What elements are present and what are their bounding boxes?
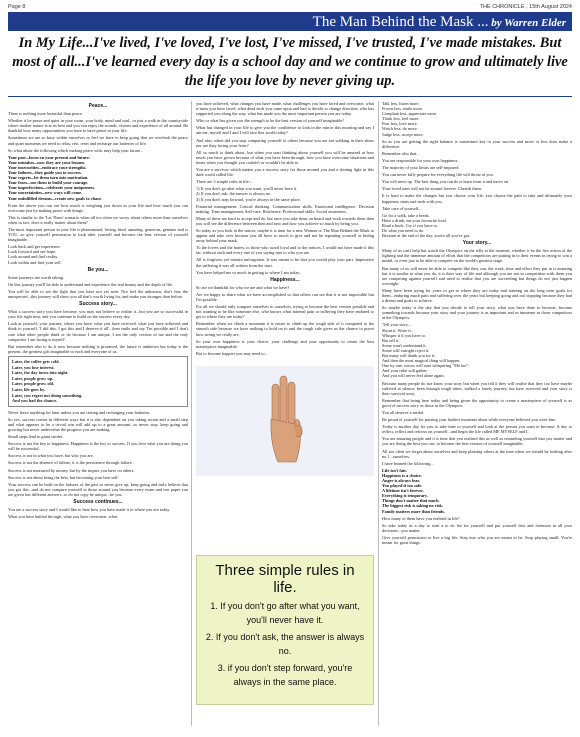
paragraph: Some journeys are worth taking.: [8, 274, 64, 280]
list-item: Everything is temporary.: [382, 493, 428, 499]
paragraph: Whether it be peace and quiet in your room, your body, mind and soul...or just a walk in the countryside where mother nature is at its best and you can enjoy the sounds, visions and experience of all around. Be thankful how many opportunities you have to have peace in your life.: [8, 118, 188, 134]
list: [382, 322, 572, 378]
paragraph: You are responsible for your own happiness.: [382, 157, 459, 163]
list-item: And your tribe will gather.: [382, 368, 428, 374]
paragraph: So take today as a day to start a to do list for yourself and put yourself first and foremost in all your decisions...you matter.: [382, 522, 572, 533]
list-item: Anger is always fear.: [382, 478, 420, 483]
paper-date: THE CHRONICLE , 15th August 2024: [479, 4, 572, 10]
list-item: Frown less, smile more.: [382, 106, 424, 112]
section-heading-peace: Peace...: [88, 103, 108, 109]
paragraph: All too often we forget about ourselves and keep pleasing others at the time when we should be looking after no.1...ourselves.: [382, 448, 572, 459]
paragraph: Today is another day for you to take time to yourself and look at the person you want to become. A day to reflect, reflect and refocus on yourself...and begin the life called ME MYSELF and I.: [382, 424, 572, 435]
list-item: Shout it. Write it.: [382, 327, 412, 333]
bold-list: [8, 155, 188, 201]
list-item: Look around and find reality.: [8, 254, 59, 260]
paragraph: Remember when we climb a mountain it is easier to climb up the rough side of it compared to the smooth side because we have nothing to hold on to and the rough side gives us the chance to prove how strong we really are.: [196, 321, 374, 337]
box-line: Later, the day turns into night.: [12, 370, 69, 376]
paragraph: Many have been trying for years to get to where they are today and training on the long term goals for them...enduring much pain and suffering over the years but keeping going and not stopping because they had a dream and goals to achieve.: [382, 287, 572, 304]
paragraph: you have achieved, what changes you have made, what challenges you have faced and overcome, what u-turns you have faced, what dead ends you came upon and had to decide to change direction, who has supported you along the way, what has made you the most important person you are today.: [196, 101, 374, 117]
paragraph: You are amazing people and it is time that you realised this as well as reminding yourself that you matter and you are doing the best you can, to become the best version of yourself imaginable.: [382, 436, 572, 447]
paragraph: Are we happy to share what we have accomplished so that others can see that it is not impossible but I'm possible.: [196, 291, 374, 302]
paragraph: And also, when did you stop comparing yourself to others because you are not walking in their shoes nor are they facing your fears?: [196, 137, 374, 148]
list-item: Look within and find your self.: [8, 259, 62, 265]
paragraph: To the lovers and the haters, to those who stood loyal and to the traitors, I would not have made it this far, without each and every one of you saying true to who you are.: [196, 245, 374, 256]
paragraph: There is nothing more beautiful than peace.: [8, 111, 83, 117]
box-line: And you had the chance.: [12, 398, 58, 404]
list: [196, 186, 374, 201]
paragraph: There are 3 simple rules in life...: [196, 179, 252, 185]
paragraph: You are a survivor which makes you a success story for those around you and a shining light in this dark world called life.: [196, 167, 374, 178]
section-heading-success: Success story...: [79, 301, 117, 308]
box-line: Later, people grow up.: [12, 375, 54, 381]
paragraph: You have helped me so much in getting to where I am today.: [196, 269, 301, 275]
divider: [8, 96, 572, 97]
paragraph: So your own happiness is your choice, your challenge and your opportunity to create the best masterpiece imaginable.: [196, 338, 374, 349]
list-item: Look back and get experience.: [8, 244, 61, 250]
paragraph: What a success story you have become, you may not believe or realise it...but you are so successful in your life right now, and you continue to build on the success every day.: [8, 309, 188, 320]
list-item: But many will thank you for it.: [382, 353, 436, 359]
paragraph: Give yourself permission to live a big life. Step into who you are meant to be. Stop playing small. You're meant for great things.: [382, 534, 572, 546]
paragraph: Be proud of yourself for passing your hardest moments alone while everyone believed you were fine.: [382, 417, 557, 423]
paragraph: But remember also to do it now because nothing is promised, the future is unknown but today is the present, the greatest gift imaginable to each and everyone of us.: [8, 343, 188, 354]
list-item: Fear less, love more.: [382, 121, 418, 127]
section-heading-your-story: Your story...: [462, 240, 492, 247]
page-number: Page 8: [8, 4, 26, 10]
paragraph: I have learned the following...: [382, 460, 434, 466]
list-item: Some won't understand it.: [382, 342, 427, 348]
paragraph: For all we should only compare ourselves to ourselves, trying to become the best version possible and not wanting to be like someone else, who knows what internal pain or suffering they have endured to get to where they are today?: [196, 304, 374, 320]
list-item: Go for a walk, take a break.: [382, 212, 430, 218]
paragraph: So are we thankful for who we are and what we have?: [196, 284, 290, 290]
paragraph: Success is not the key to happiness. Happiness is the key to success. If you love what you are doing you will be successful.: [8, 441, 188, 452]
list-item: Look forward and see hope.: [8, 249, 57, 255]
list-item: Think less, feel more.: [382, 116, 420, 122]
list-item: Your regrets...let them turn into motivation.: [8, 175, 89, 181]
box-line: Later, people grow old.: [12, 381, 55, 387]
list-item: And you will never feel alone again.: [382, 373, 445, 379]
paragraph: You will mess up. The best thing you can do is learn from it and move on.: [382, 179, 510, 185]
rule-item: 1. If you don't go after what you want, you'll never have it.: [210, 601, 360, 625]
rule-item: 2. If you don't ask, the answer is always no.: [205, 632, 365, 656]
paragraph: Never leave anything for later unless you are resting and recharging your batteries.: [8, 409, 151, 415]
list-item: The biggest risk is taking no risk.: [382, 503, 444, 509]
column-banner: [8, 12, 572, 31]
list-item: Your insecurities...embrace your strengths.: [8, 164, 87, 170]
paragraph: You all deserve a medal.: [382, 409, 425, 415]
byline: by Warren Elder: [488, 17, 566, 29]
section-heading-be-you: Be you...: [87, 266, 109, 273]
column-title: The Man Behind the Mask ...: [312, 14, 489, 30]
list-item: 3) If you don't step forward, you're always in the same place.: [196, 196, 301, 202]
paragraph: But to become happier you may need to...: [196, 350, 268, 356]
list-item: Your uncertainties...new ways will come.: [8, 190, 83, 196]
paragraph: Your success can be built on the failures of the past so never give up, keep going and truly believe that you got this...and do not compare yourself to those around you because every exam and test paper you are given has different answers, so do not copy be unique...be you.: [8, 481, 188, 497]
paragraph: The most important person in your life is phenomenal, loving, kind, amazing, generous, genuine and is YOU...so give yourself permission to look after yourself and become the best version of yourself imaginable.: [8, 226, 188, 243]
paragraph: Many of these are hard to accept and do, but once you take them on board and work towards them then you will see the difference between then and now and how you achieve so much by being you.: [196, 215, 374, 226]
paragraph: Many of us can't help but watch the Olympics on the telly at the moment, whether it be the live action of the fighting and the immense amount of effort that the competitors are putting in to their events in trying to win a medal, or even just to be able to compete on the world's greatest stage.: [382, 248, 572, 264]
list-item: Your past...focus on your present and future.: [8, 154, 90, 160]
paragraph: So what about the following which making peace with, may help your future...: [8, 147, 144, 153]
paragraph: It is hard to make the changes but you choose your life, you choose the path to take and ultimately your happiness starts and ends with you.: [382, 193, 572, 204]
paragraph: You can never fully prepare for everything life will throw at you.: [382, 172, 494, 178]
list-item: And then the most magical thing will happen.: [382, 358, 461, 364]
list-item: Life isn't fair.: [382, 467, 407, 473]
paragraph: What has changed in your life to give you the confidence to look in the mirror this morning and say I am me, myself and I and I will face this world today?: [196, 125, 374, 136]
list-item: Do what you need to do.: [382, 227, 425, 233]
paragraph: Remember that being here today and being given the opportunity to create a masterpiece of yourself is as good of success story as those in the Olympics.: [382, 397, 572, 408]
headline: In My Life...I've lived, I've loved, I've lost, I've missed, I've trusted, I've made mistakes. But most of all...I've learned every day is a school day and we continue to grow and ultimately live the life you love by never giving up.: [12, 35, 568, 89]
column-separator: [191, 101, 192, 726]
paragraph: How many of them have you realised in life?: [382, 515, 460, 521]
paragraph: You are a success story and I would like to hear how you have made it to where you are today.: [8, 507, 171, 513]
box-line: Later, you regret not doing something.: [12, 392, 83, 398]
later-box: [8, 356, 188, 407]
paragraph: All so much to think about, but when you start thinking about yourself you will be amazed at how much you have grown because of what you have been through, how you have overcome situations and times when you thought you couldn't or wouldn't be able to.: [196, 149, 374, 165]
paragraph: So yes, success comes in different ways but it is also dependent on you taking action and a small step and what appears to be a trivial win will add up to a great amount...so never stop, keep going and growing but never undervalue the progress you are making.: [8, 416, 188, 432]
paragraph: Success is not about being the best, but becoming your best self.: [8, 474, 119, 480]
paragraph: So as you are getting the right balance is sometimes key to your success and more or less does make a difference.: [382, 138, 572, 149]
column-1: [8, 101, 188, 731]
list: [382, 213, 572, 238]
section-heading-happiness: Happiness...: [270, 276, 300, 283]
box-line: Later, you lose interest.: [12, 364, 55, 370]
list: [8, 244, 188, 264]
list-item: Your mistakes...now they are your lessons.: [8, 159, 86, 165]
paragraph: On this journey you'll be able to understand and experience the real beauty and the depth of life.: [8, 281, 174, 287]
section-heading-success-continues: Success continues...: [73, 499, 123, 505]
paragraph: From the above you can see how much is weighing you down in your life and how much you can overcome just by making peace with things.: [8, 202, 188, 213]
list-item: Your imperfections...celebrate your uniqueness.: [8, 185, 96, 191]
paragraph: Your loved ones will not be around forever. Cherish them.: [382, 186, 482, 192]
paragraph: Who or what has given you the strength to be the best version of yourself imaginable?: [196, 118, 345, 124]
paragraph: Success is not in what you have, but who you are.: [8, 453, 94, 459]
list-item: A lifetime isn't forever.: [382, 488, 424, 494]
rule-item: 3. if you don't step forward, you're always in the same place.: [217, 663, 353, 687]
list-item: Family matters more than friends.: [382, 508, 446, 514]
paragraph: Sometimes we are so busy within ourselves or feel we have to keep going that we overlook the peace and quiet moments we need to relax, rest, reset and recharge our batteries of life.: [8, 135, 188, 146]
paragraph: Because many people do not know your story but when you tell it they will realise that they too have maybe suffered in silence, been through tough times, walked a lonely journey, but have survived and your story is their survival story.: [382, 380, 572, 396]
paragraph: Success is not the absence of failure, it is the persistence through failure.: [8, 460, 133, 466]
bold-list: [382, 468, 572, 514]
list-item: Watch less, do more.: [382, 126, 418, 132]
list-item: Talk less, listen more.: [382, 101, 420, 106]
paragraph: Small steps lead to giant strides.: [8, 434, 64, 440]
box-line: Later, life goes by.: [12, 386, 46, 392]
list-item: You played it too safe.: [382, 483, 423, 489]
list-item: Have a drink, eat your favourite food.: [382, 217, 447, 223]
list-item: 2) If you don't ask, the answer is always no.: [196, 191, 272, 197]
list-item: One by one, voices will start whispering "Me too".: [382, 363, 470, 369]
list-item: Your unfulfilled dreams...create new goals to chase.: [8, 195, 102, 201]
column-3: [382, 101, 572, 731]
paragraph: Success is not measured by money, but by the impact you have on others.: [8, 467, 135, 473]
paragraph: So maybe today is the day that you decide to tell your story, what you have done to become, become something towards because your story and your journey is as important and as immense as those competitors at the Olympics.: [382, 305, 572, 321]
column-2: [196, 101, 374, 551]
paragraph: Financial management. Critical thinking. Communication skills. Emotional intelligence. Decision making. Time management. Self-care. Resilience. Professional skills. Social awareness.: [196, 203, 374, 214]
list-item: Your failures...they guide you to success.: [8, 170, 82, 176]
paragraph: This is similar to the 'Let Them' scenario when all too often we worry about others more than ourselves when in fact, does it really matter about them?: [8, 214, 188, 225]
list-item: Read a book. Cry if you have to.: [382, 222, 438, 228]
list-item: 'Tell your story...: [382, 322, 411, 328]
paragraph: The majority of your limits are self-imposed.: [382, 165, 460, 171]
box-line: Later, the coffee gets cold.: [12, 358, 60, 364]
list-item: Happiness is a choice.: [382, 472, 422, 478]
list-item: Whisper it if you have to.: [382, 332, 426, 338]
list-item: But tell it.: [382, 337, 400, 343]
list-item: Your fears...use them to build your courage.: [8, 180, 89, 186]
paragraph: Take care of yourself...: [382, 205, 422, 211]
column-separator: [378, 101, 379, 726]
list-item: Judge less, accept more.: [382, 131, 424, 137]
three-rules-box: [196, 555, 374, 705]
paragraph: You will be able to see the light that you have not yet seen. Not feel the unknown, don't fear the unexpected...this journey will show you all that's worth living for, and make you stronger than before.: [8, 288, 188, 299]
paragraph: What you have battled through, what you have overcome, what: [8, 514, 117, 520]
rules-title: Three simple rules in life.: [215, 562, 355, 596]
three-fingers-hand-icon: [266, 374, 306, 469]
paragraph: So today as you look in the mirror, maybe it is time for a new Woman or The Man Behind the Mask to appear and take over because you all have so much to give and not be repeating yourself or hiding away behind your mask.: [196, 227, 374, 244]
paragraph: All is forgiven, yet remain unforgotten. It was meant to be that you would play your part. Imperative the suffering it was all written from the start.: [196, 257, 374, 268]
list-item: Things don't matter that much.: [382, 498, 440, 504]
list-item: Because at the end of the day, you're all you've got.: [382, 233, 471, 239]
list-item: Complain less, appreciate more.: [382, 111, 438, 117]
list: [382, 101, 572, 137]
list-item: Some will outright reject it.: [382, 347, 430, 353]
list-item: 1) If you don't go after what you want, you'll never have it.: [196, 186, 298, 192]
hand-illustration: [196, 366, 374, 476]
paragraph: Remember also that...: [382, 150, 420, 156]
paragraph: Look at yourself, your journey, where you have, what you have received, what you have achieved and think to yourself, 'I did this, I got this and I deserve it all'...then smile and say 'I'm possible and I don't care what other people think or do because I am unique, I am the only version of me and the only competitor I am facing is myself'.: [8, 321, 188, 342]
paragraph: But many of us will never be able to compete like they can, the work, time and effort they put in is amazing but it is similar to what you do, it is their way of life and although you are not in competition with them you are competing against yourself and need to realise that you are succeeding but things do not just happen overnight.: [382, 265, 572, 286]
